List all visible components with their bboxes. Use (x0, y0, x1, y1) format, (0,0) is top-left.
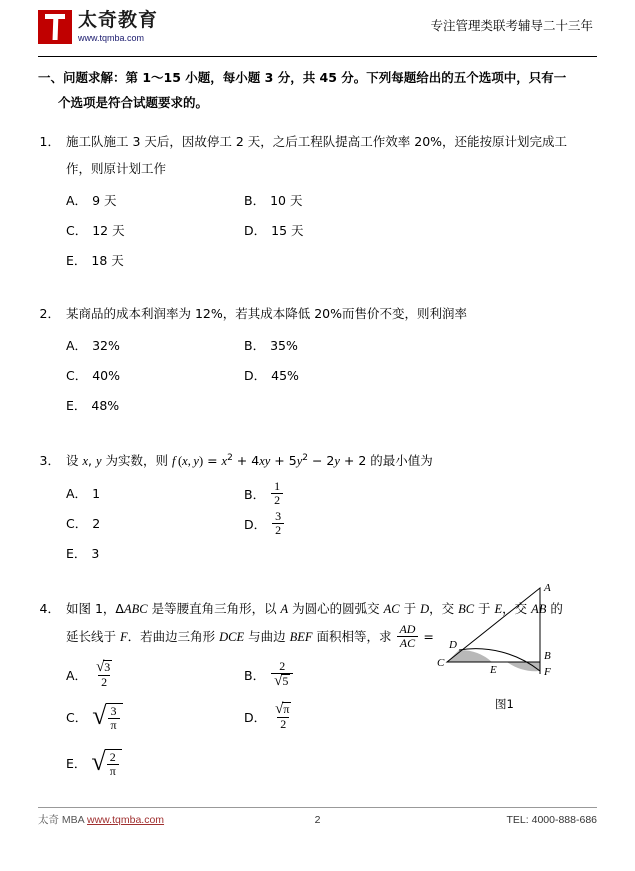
option-a[interactable]: A． 9 天 (66, 193, 117, 208)
question-3-line-1: 3． 设 x, y 为实数，则 f (x, $y) = x^2 + 4xy + 5y^2 - 2y + 2$ 的最小值为 (38, 445, 597, 475)
question-4-line-2: 延长线于 F．若曲边三角形 DCE 与曲边 BEF 面积相等，求 $\frac{AD}{AC}$ = (66, 622, 434, 651)
option-b[interactable]: B． $\frac{1}{2}$ (244, 481, 422, 508)
fraction-three-halves: $\frac{3}{2}$ (271, 511, 285, 538)
option-row (66, 511, 597, 541)
sqrt-of-three-over-pi: √ $\frac{3}{\pi}$ (92, 703, 122, 733)
option-c[interactable]: C． 2 (66, 516, 101, 532)
option-a[interactable]: A． 32% (66, 338, 120, 353)
option-d[interactable]: D． 15 天 (244, 223, 304, 238)
fraction-one-half: $\frac{1}{2}$ (270, 481, 284, 508)
svg-text:C: C (437, 657, 445, 669)
option-e[interactable]: E． √ $\frac{2}{\pi}$ (66, 749, 244, 779)
question-3-options (38, 481, 597, 571)
option-e[interactable]: E． 3 (66, 546, 100, 562)
footer-page-number: 2 (314, 813, 321, 826)
figure-caption: 图1 (495, 697, 514, 711)
option-d[interactable]: D． √ π 2 (244, 703, 422, 732)
page-header (38, 0, 597, 54)
svg-text:B: B (544, 650, 551, 662)
option-e[interactable]: E． 18 天 (66, 253, 124, 268)
option-row (66, 333, 597, 363)
footer-site-link[interactable]: www.tqmba.com (87, 814, 165, 826)
question-3-number: 3． (39, 453, 60, 469)
svg-text:E: E (490, 664, 497, 676)
question-1-line-1: 施工队施工 3 天后，因故停工 2 天，之后工程队提高工作效率 20%，还能按原计划完成工 (66, 134, 568, 149)
option-a[interactable]: A． 1 (66, 486, 101, 502)
option-row (66, 363, 597, 393)
question-2-options (38, 333, 597, 423)
header-slogan: 专注管理类联考辅导二十三年 (430, 18, 593, 33)
question-2-line-1: 某商品的成本利润率为 12%，若其成本降低 20%而售价不变，则利润率 (66, 306, 468, 321)
two-over-sqrt-five: 2 √ 5 (270, 661, 294, 690)
brand-logo (38, 10, 158, 44)
question-4-line-1: 4． 如图 1，ΔABC 是等腰直角三角形，以 A 为圆心的圆弧交 AC 于 D，交 BC 于 E，交 AB 的 (38, 595, 597, 623)
question-2 (38, 300, 597, 423)
page-footer (38, 807, 597, 827)
svg-text:D: D (449, 639, 457, 651)
question-4-number: 4． (39, 601, 60, 617)
svg-text:A: A (544, 582, 551, 594)
footer-brand: 太奇 MBA www.tqmba.com (38, 814, 165, 826)
figure-1-drawing (437, 578, 597, 718)
sqrt-pi-over-two: √ π 2 (275, 701, 290, 732)
sqrt-three-over-two: √ 3 2 (96, 659, 111, 690)
question-1-line-2: 作，则原计划工作 (66, 161, 167, 176)
option-c[interactable]: C． √ $\frac{3}{\pi}$ (66, 703, 244, 733)
taiqi-logo-icon (38, 10, 72, 44)
logo-title: 太奇教育 (78, 9, 159, 31)
figure-1 (437, 578, 597, 718)
section-title-line-2: 个选项是符合试题要求的。 (58, 95, 209, 110)
option-c[interactable]: C． 12 天 (66, 223, 125, 238)
option-a[interactable]: A． √ 3 2 (66, 661, 244, 690)
option-row (66, 218, 597, 248)
question-3 (38, 445, 597, 571)
option-d[interactable]: D． $\frac{3}{2}$ (244, 511, 422, 538)
sqrt-of-two-over-pi: √ $\frac{2}{\pi}$ (91, 749, 121, 779)
option-row (66, 188, 597, 218)
svg-text:F: F (544, 666, 551, 678)
option-row (66, 248, 597, 278)
footer-tel: TEL: 4000-888-686 (506, 813, 597, 826)
option-b[interactable]: B． 35% (244, 338, 298, 353)
option-row (66, 393, 597, 423)
option-row (66, 481, 597, 511)
option-row (66, 749, 597, 795)
option-b[interactable]: B． 2 √ 5 (244, 661, 422, 690)
option-e[interactable]: E． 48% (66, 398, 120, 413)
section-title-line-1: 一、问题求解：第 1～15 小题，每小题 3 分，共 45 分。下列每题给出的五个选项中，只有一 (38, 70, 567, 85)
logo-url: www.tqmba.com (78, 33, 145, 43)
footer-divider (38, 807, 597, 808)
question-2-number: 2． (39, 306, 60, 321)
question-1 (38, 128, 597, 278)
option-c[interactable]: C． 40% (66, 368, 121, 383)
option-b[interactable]: B． 10 天 (244, 193, 303, 208)
question-1-number: 1． (39, 134, 60, 149)
question-1-options (38, 188, 597, 278)
option-row (66, 541, 597, 571)
option-d[interactable]: D． 45% (244, 368, 299, 383)
